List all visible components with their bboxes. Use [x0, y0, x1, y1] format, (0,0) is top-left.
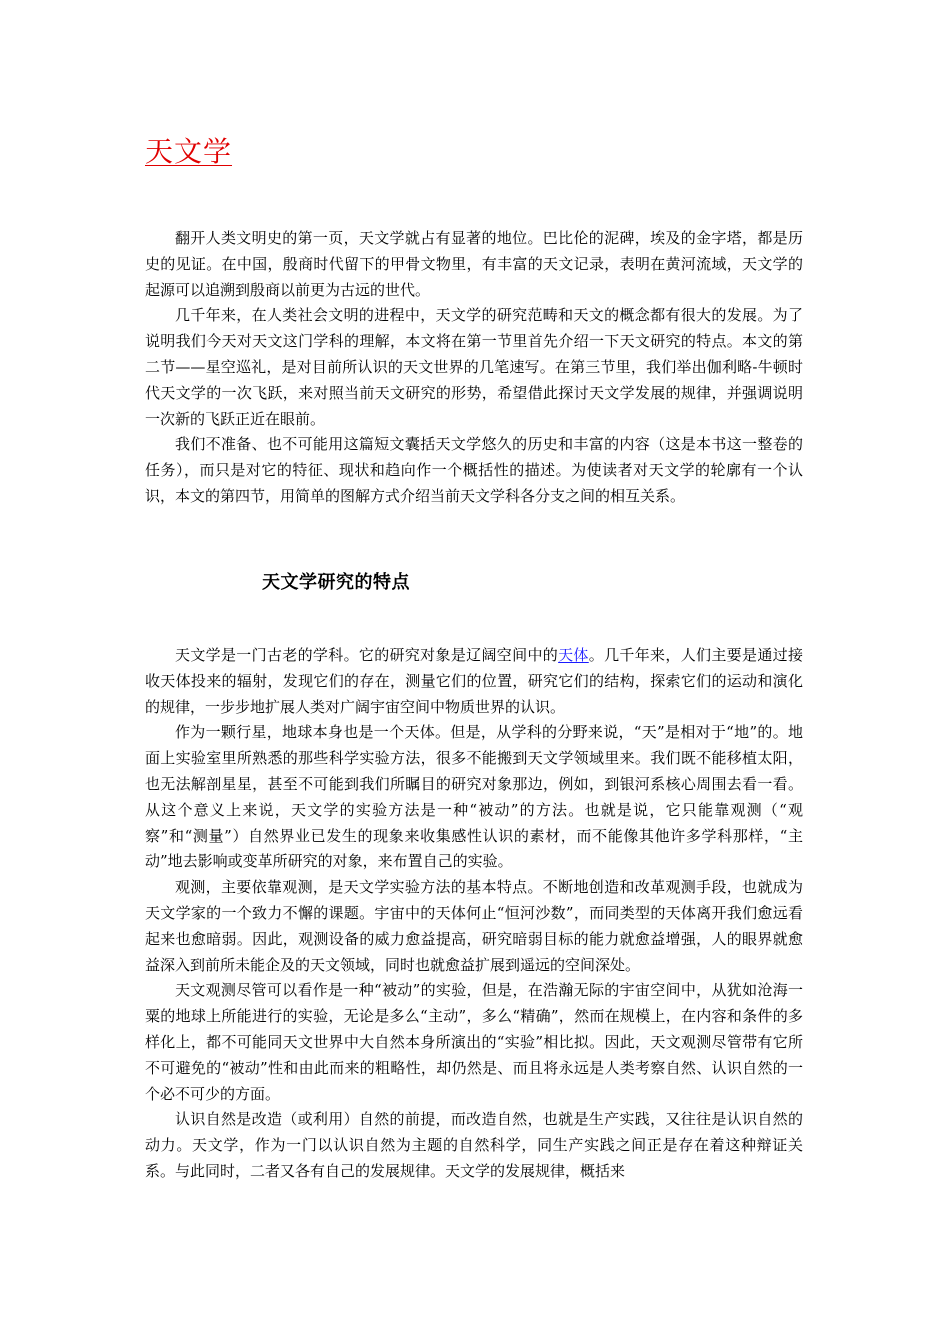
intro-paragraph-1: 翻开人类文明史的第一页，天文学就占有显著的地位。巴比伦的泥碑，埃及的金字塔，都是历史的见证。在中国，殷商时代留下的甲骨文物里，有丰富的天文记录，表明在黄河流域，天文学的起源可以追溯到殷商以前更为古远的世代。: [145, 229, 803, 299]
section-paragraph-2: 作为一颗行星，地球本身也是一个天体。但是，从学科的分野来说，“天”是相对于“地”的。地面上实验室里所熟悉的那些科学实验方法，很多不能搬到天文学领域里来。我们既不能移植太阳，也无法解剖星星，甚至不可能到我们所瞩目的研究对象那边，例如，到银河系核心周围去看一看。从这个意义上来说，天文学的实验方法是一种“被动”的方法。也就是说，它只能靠观测（“观察”和“测量”）自然界业已发生的现象来收集感性认识的素材，而不能像其他许多学科那样，“主动”地去影响或变革所研究的对象，来布置自己的实验。: [145, 723, 803, 871]
section-paragraph-3: 观测，主要依靠观测，是天文学实验方法的基本特点。不断地创造和改革观测手段，也就成为天文学家的一个致力不懈的课题。宇宙中的天体何止“恒河沙数”，而同类型的天体离开我们愈远看起来也愈暗弱。因此，观测设备的威力愈益提高，研究暗弱目标的能力就愈益增强，人的眼界就愈益深入到前所未能企及的天文领域，同时也就愈益扩展到遥远的空间深处。: [145, 878, 803, 974]
section-paragraph-1: [145, 643, 803, 720]
paragraph-text: 天文学是一门古老的学科。它的研究对象是辽阔空间中的: [175, 646, 559, 664]
intro-section: [145, 226, 803, 510]
section-heading: 天文学研究的特点: [262, 572, 410, 593]
celestial-body-link[interactable]: 天体: [558, 646, 589, 664]
intro-paragraph-2: 几千年来，在人类社会文明的进程中，天文学的研究范畴和天文的概念都有很大的发展。为了说明我们今天对天文这门学科的理解，本文将在第一节里首先介绍一下天文研究的特点。本文的第二节——星空巡礼，是对目前所认识的天文世界的几笔速写。在第三节里，我们举出伽利略-牛顿时代天文学的一次飞跃，来对照当前天文研究的形势，希望借此探讨天文学发展的规律，并强调说明一次新的飞跃正近在眼前。: [145, 306, 803, 428]
paragraph-text: 。几千年来，人们主要是通过接收天体投来的辐射，发现它们的存在，测量它们的位置，研究它们的结构，探索它们的运动和演化的规律，一步步地扩展人类对广阔宇宙空间中物质世界的认识。: [145, 646, 803, 716]
section-paragraph-4: 天文观测尽管可以看作是一种“被动”的实验，但是，在浩瀚无际的宇宙空间中，从犹如沧海一粟的地球上所能进行的实验，无论是多么“主动”，多么“精确”，然而在规模上，在内容和条件的多样化上，都不可能同天文世界中大自然本身所演出的“实验”相比拟。因此，天文观测尽管带有它所不可避免的“被动”性和由此而来的粗略性，却仍然是、而且将永远是人类考察自然、认识自然的一个必不可少的方面。: [145, 981, 803, 1103]
document-title-link[interactable]: 天文学: [145, 135, 233, 168]
section-paragraph-5: 认识自然是改造（或利用）自然的前提，而改造自然，也就是生产实践，又往往是认识自然的动力。天文学，作为一门以认识自然为主题的自然科学，同生产实践之间正是存在着这种辩证关系。与此同时，二者又各有自己的发展规律。天文学的发展规律，概括来: [145, 1110, 803, 1180]
section-body: [145, 643, 803, 1185]
intro-paragraph-3: 我们不准备、也不可能用这篇短文囊括天文学悠久的历史和丰富的内容（这是本书这一整卷的任务），而只是对它的特征、现状和趋向作一个概括性的描述。为使读者对天文学的轮廓有一个认识，本文的第四节，用简单的图解方式介绍当前天文学科各分支之间的相互关系。: [145, 435, 803, 505]
